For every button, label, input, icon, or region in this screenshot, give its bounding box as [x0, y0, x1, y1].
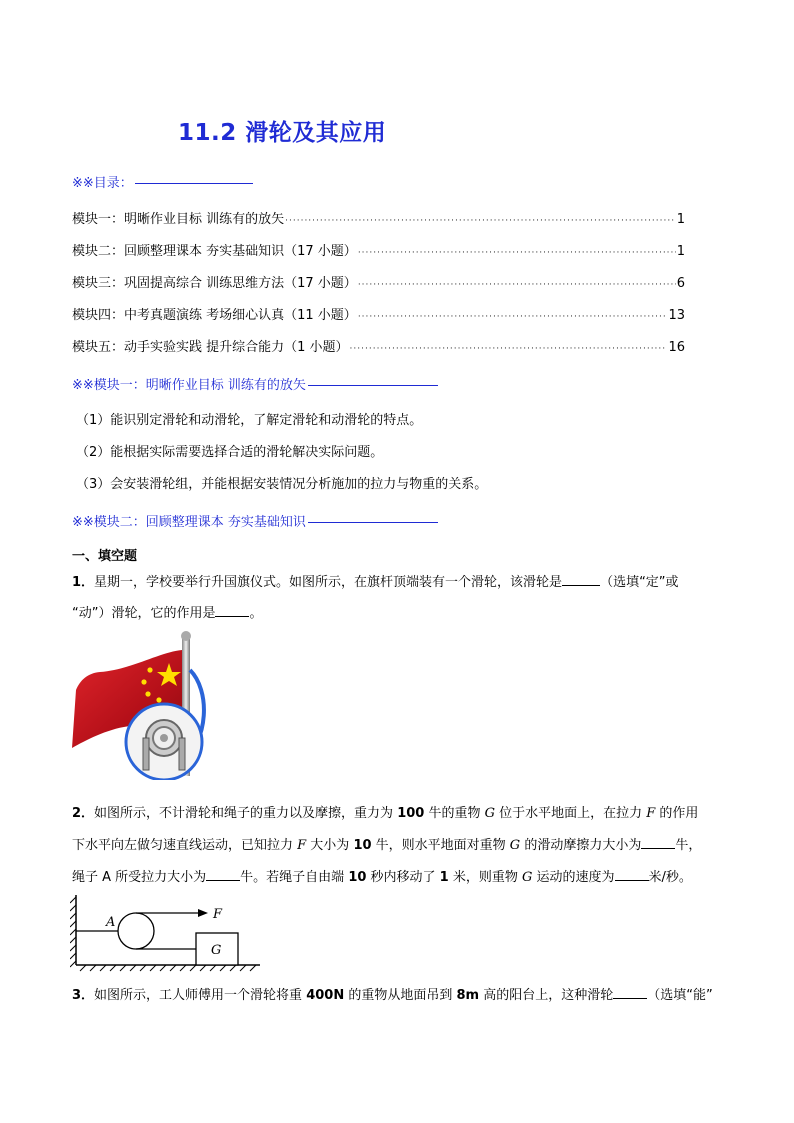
goal-3: （3）会安装滑轮组，并能根据安装情况分析施加的拉力与物重的关系。: [76, 477, 488, 492]
toc-item-1[interactable]: [72, 208, 685, 227]
answer-blank[interactable]: [215, 605, 249, 617]
toc-item-page: 1: [676, 212, 685, 227]
question-3-line-1: 3．如图所示，工人师傅用一个滑轮将重 400N 的重物从地面吊到 8m 高的阳台上，这种滑轮 （选填“能”: [72, 988, 713, 1003]
toc-item-label: 模块三：巩固提高综合 训练思维方法（17 小题）: [72, 276, 357, 291]
toc-item-page: 6: [676, 276, 685, 291]
question-2-line-2: 下水平向左做匀速直线运动，已知拉力 F 大小为 10 牛，则水平地面对重物 G 的滑动摩擦力大小为 牛，: [72, 838, 702, 853]
toc-item-label: 模块二：回顾整理课本 夯实基础知识（17 小题）: [72, 244, 357, 259]
toc-item-label: 模块五：动手实验实践 提升综合能力（1 小题）: [72, 340, 349, 355]
toc-item-3[interactable]: [72, 272, 685, 291]
module1-heading-rule: [308, 385, 438, 386]
wall-hatching: [70, 897, 76, 967]
toc-leader-dots: [358, 248, 676, 258]
answer-blank[interactable]: [206, 869, 240, 881]
toc-heading-rule: [135, 183, 253, 184]
toc-heading-text: ※※目录：: [72, 176, 133, 191]
toc-item-page: 16: [668, 340, 685, 355]
answer-blank[interactable]: [641, 837, 675, 849]
toc-item-2[interactable]: [72, 240, 685, 259]
flagpole-pulley-image: [70, 630, 210, 780]
toc-leader-dots: [358, 312, 668, 322]
question-2-line-1: 2．如图所示，不计滑轮和绳子的重力以及摩擦，重力为 100 牛的重物 G 位于水平地面上，在拉力 F 的作用: [72, 806, 699, 821]
question-1-line-1: 1．星期一，学校要举行升国旗仪式。如图所示，在旗杆顶端装有一个滑轮，该滑轮是 （选填“定”或: [72, 575, 679, 590]
goal-1: （1）能识别定滑轮和动滑轮，了解定滑轮和动滑轮的特点。: [76, 413, 423, 428]
toc-leader-dots: [350, 344, 668, 354]
toc-leader-dots: [358, 280, 676, 290]
toc-item-page: 1: [676, 244, 685, 259]
toc-leader-dots: [285, 216, 676, 226]
toc-item-label: 模块一：明晰作业目标 训练有的放矢: [72, 212, 285, 227]
toc-item-5[interactable]: [72, 336, 685, 355]
module1-heading-text: ※※模块一：明晰作业目标 训练有的放矢: [72, 378, 306, 393]
question-2-line-3: 绳子 A 所受拉力大小为 牛。若绳子自由端 10 秒内移动了 1 米，则重物 G 运动的速度为 米/秒。: [72, 870, 692, 885]
small-star-icon: [156, 697, 161, 702]
toc-item-4[interactable]: [72, 304, 685, 323]
small-star-icon: [147, 667, 152, 672]
toc-item-page: 13: [668, 308, 685, 323]
force-arrow-icon: [198, 909, 208, 917]
goal-2: （2）能根据实际需要选择合适的滑轮解决实际问题。: [76, 445, 384, 460]
pulley-diagram: [70, 893, 265, 973]
section-subheading: 一、填空题: [72, 549, 138, 564]
label-f: F: [213, 907, 223, 922]
answer-blank[interactable]: [562, 574, 600, 586]
answer-blank[interactable]: [613, 987, 647, 999]
ground-hatching: [80, 965, 256, 971]
toc-heading: [72, 172, 253, 191]
pulley-bracket: [143, 738, 149, 770]
label-a: A: [106, 915, 116, 930]
module1-heading: [72, 374, 438, 393]
question-1-number: 1．: [72, 575, 95, 590]
module2-heading-rule: [308, 522, 438, 523]
question-1-line-2: “动”）滑轮，它的作用是 。: [72, 606, 263, 621]
module2-heading: [72, 511, 438, 530]
question-2-number: 2．: [72, 806, 95, 821]
answer-blank[interactable]: [615, 869, 649, 881]
label-g: G: [211, 943, 222, 958]
module2-heading-text: ※※模块二：回顾整理课本 夯实基础知识: [72, 515, 306, 530]
page-title: 11.2 滑轮及其应用: [178, 120, 387, 146]
question-3-number: 3．: [72, 988, 95, 1003]
toc-item-label: 模块四：中考真题演练 考场细心认真（11 小题）: [72, 308, 357, 323]
small-star-icon: [145, 691, 150, 696]
small-star-icon: [141, 679, 146, 684]
pole-top: [181, 631, 191, 641]
movable-pulley: [118, 913, 154, 949]
